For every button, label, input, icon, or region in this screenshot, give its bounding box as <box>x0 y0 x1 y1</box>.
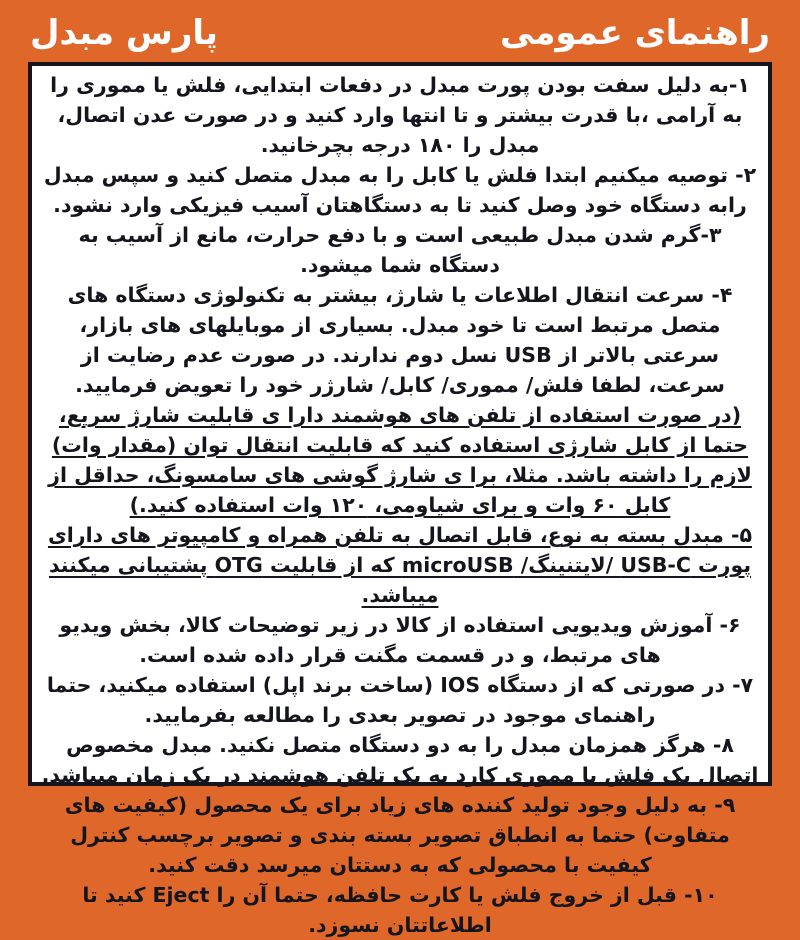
note-item: ۱-به دلیل سفت بودن پورت مبدل در دفعات ابتدایی، فلش یا مموری را به آرامی ،با قدرت بیشتر و تا انتها وارد کنید و در صورت عدن اتصال، مبدل را ۱۸۰ درجه بچرخانید. <box>50 73 750 157</box>
note-item: (در صورت استفاده از تلفن های هوشمند دارا ی قابلیت شارژ سریع، حتما از کابل شارژی استفاده کنید که قابلیت انتقال توان (مقدار وات) لازم را داشته باشد. مثلا، برا ی شارژ گوشی های سامسونگ، حداقل از کابل ۶۰ وات و برای شیاومی، ۱۲۰ وات استفاده کنید.) <box>48 403 752 517</box>
note-item: ۸- هرگز همزمان مبدل را به دو دستگاه متصل نکنید. مبدل مخصوص اتصال یک فلش یا مموری کارد به یک تلفن هوشمند در یک زمان میباشد. <box>41 733 759 787</box>
brand-title: پارس مبدل <box>30 13 218 53</box>
note-item: ۳-گرم شدن مبدل طبیعی است و با دفع حرارت، مانع از آسیب به دستگاه شما میشود. <box>78 223 722 277</box>
notes-panel <box>28 62 772 937</box>
notes-list <box>40 70 760 940</box>
note-item: ۹- به دلیل وجود تولید کننده های زیاد برای یک محصول (کیفیت های متفاوت) حتما به انطباق تصویر بسته بندی و تصویر برچسب کنترل کیفیت با محصولی که به دستتان میرسد دقت کنید. <box>64 793 736 877</box>
note-item: ۵- مبدل بسته به نوع، قابل اتصال به تلفن همراه و کامپیوتر های دارای پورت USB-C /لایتنینگ/ microUSB که از قابلیت OTG پشتیبانی میکنند میباشد. <box>47 523 753 607</box>
note-item: ۴- سرعت انتقال اطلاعات یا شارژ، بیشتر به تکنولوژی دستگاه های متصل مرتبط است تا خود مبدل. بسیاری از موبایلهای های بازار، سرعتی بالاتر از USB نسل دوم ندارند. در صورت عدم رضایت از سرعت، لطفا فلش/ مموری/ کابل/ شارژر خود را تعویض فرمایید. <box>67 283 733 397</box>
note-item: ۱۰- قبل از خروج فلش یا کارت حافظه، حتما آن را Eject کنید تا اطلاعاتتان نسوزد. <box>82 883 718 937</box>
page-title: راهنمای عمومی <box>499 13 770 53</box>
note-item: ۶- آموزش ویدیویی استفاده از کالا در زیر توضیحات کالا، بخش ویدیو های مرتبط، و در قسمت مگنت قرار داده شده است. <box>59 613 741 667</box>
header <box>0 0 800 62</box>
note-item: ۲- توصیه میکنیم ابتدا فلش یا کابل را به مبدل متصل کنید و سپس مبدل رابه دستگاه خود وصل کنید تا به دستگاهتان آسیب فیزیکی وارد نشود. <box>43 163 757 217</box>
note-item: ۷- در صورتی که از دستگاه IOS (ساخت برند اپل) استفاده میکنید، حتما راهنمای موجود در تصویر بعدی را مطالعه بفرمایید. <box>46 673 754 727</box>
